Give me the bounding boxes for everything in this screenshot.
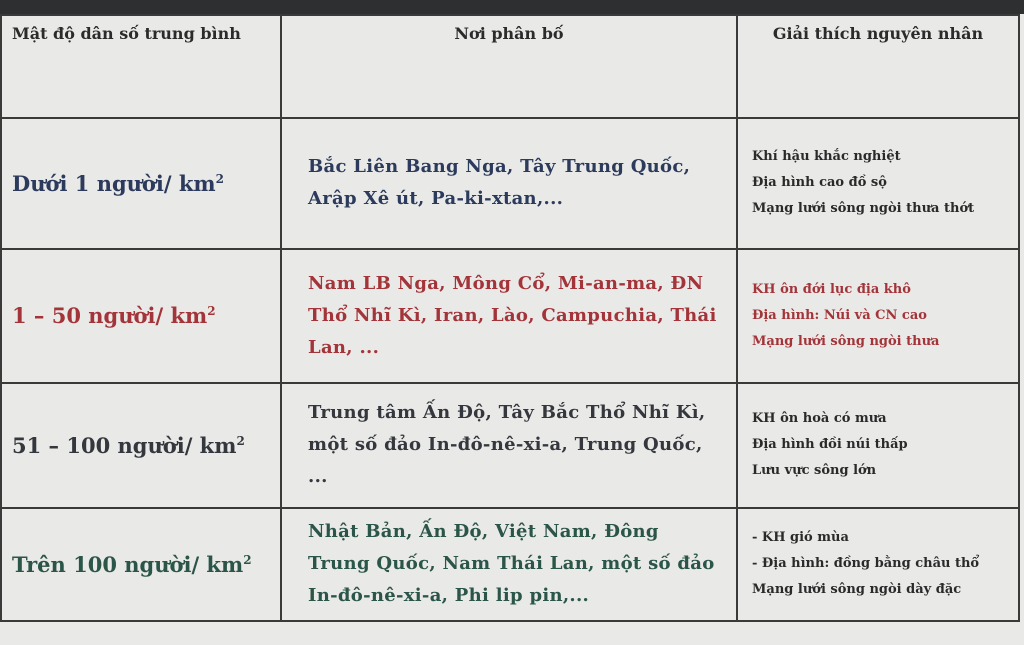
reason-item: Địa hình cao đồ sộ [752,175,887,191]
table-row [1,249,1019,383]
density-cell: 1 – 50 người/ $km^2$ [1,249,281,383]
places-cell: Bắc Liên Bang Nga, Tây Trung Quốc, Arập Xê út, Pa-ki-xtan,... [281,118,737,249]
reasons-cell [737,508,1019,621]
places-cell: Nhật Bản, Ấn Độ, Việt Nam, Đông Trung Quốc, Nam Thái Lan, một số đảo In-đô-nê-xi-a, Phi lip pin,... [281,508,737,621]
reasons-cell [737,383,1019,508]
reason-item: Mạng lưới sông ngòi thưa thớt [752,201,975,217]
reason-item: Địa hình đồi núi thấp [752,437,908,453]
reason-item: Địa hình: Núi và CN cao [752,307,927,323]
table-row [1,383,1019,508]
reason-item: KH ôn đới lục địa khô [752,281,911,297]
reason-item: KH ôn hoà có mưa [752,411,887,427]
header-reasons: Giải thích nguyên nhân [737,15,1019,118]
density-cell: Dưới 1 người/ $km^2$ [1,118,281,249]
population-density-table [0,14,1020,622]
header-places: Nơi phân bố [281,15,737,118]
places-cell: Nam LB Nga, Mông Cổ, Mi-an-ma, ĐN Thổ Nhĩ Kì, Iran, Lào, Campuchia, Thái Lan, ... [281,249,737,383]
header-density: Mật độ dân số trung bình [1,15,281,118]
reasons-cell [737,249,1019,383]
places-cell: Trung tâm Ấn Độ, Tây Bắc Thổ Nhĩ Kì, một số đảo In-đô-nê-xi-a, Trung Quốc, ... [281,383,737,508]
reason-item: Mạng lưới sông ngòi thưa [752,333,940,349]
reason-item: Lưu vực sông lớn [752,463,877,479]
reason-item: - Địa hình: đồng bằng châu thổ [752,556,980,572]
reason-item: Mạng lưới sông ngòi dày đặc [752,582,962,598]
reason-item: Khí hậu khắc nghiệt [752,149,901,165]
density-cell: 51 – 100 người/ $km^2$ [1,383,281,508]
density-cell: Trên 100 người/ $km^2$ [1,508,281,621]
reasons-cell [737,118,1019,249]
table-header-row [1,15,1019,118]
table-row [1,508,1019,621]
reason-item: - KH gió mùa [752,530,849,546]
table-row [1,118,1019,249]
